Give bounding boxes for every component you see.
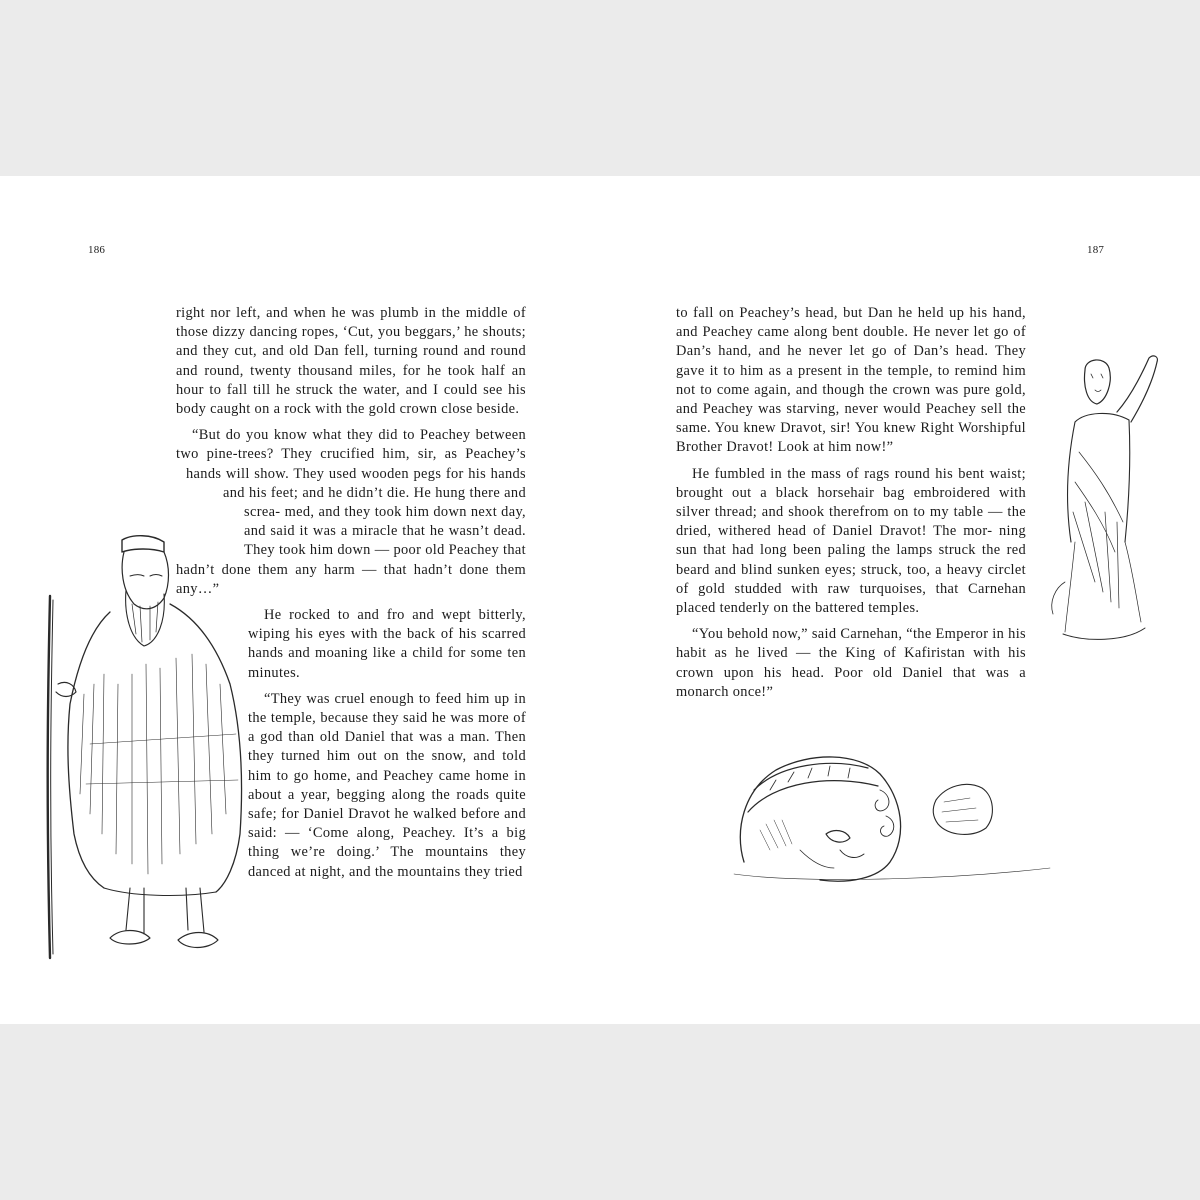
page-number-left: 186 [88,244,106,256]
paragraph: He fumbled in the mass of rags round his bent waist; brought out a black horsehair bag embroidered with silver thread; and shook therefrom on to my table — the dried, withered head of Daniel Dravot! The mor- ning sun that had long been paling the lamps struck the red beard and blind sunken eyes; struck, too, a heavy circlet of gold studded with raw turquoises, that Carnehan placed tenderly on the battered temples. [676,465,1026,617]
peachey-illustration [40,534,250,964]
paragraph: He rocked to and fro and wept bitterly, wiping his eyes with the back of his scarred hands and moaning like a child for some ten minutes. [248,607,526,681]
statue-illustration [1045,352,1180,644]
paragraph: “But do you know what they did to Peachey between two pine-trees? They crucified him, sir, as Peachey’s hands will show. They used wooden pegs for his hands and his feet; and he didn’t die. He hung there and screa- med, and they took him down next day, and said it was a miracle that he wasn’t dead. They took him down — poor old Peachey that hadn’t done them any harm — that hadn’t done them any…” [176,427,526,597]
paragraph: to fall on Peachey’s head, but Dan he held up his hand, and Peachey came along bent double. He never let go of Dan’s hand, and he never let go of Dan’s head. They gave it to him as a present in the temple, to remind him not to come again, and though the crown was pure gold, and Peachey was starving, never would Peachey sell the same. You knew Dravot, sir! You knew Right Worshipful Brother Dravot! Look at him now!” [676,305,1026,456]
paragraph: right nor left, and when he was plumb in the middle of those dizzy dancing ropes, ‘Cut, you beggars,’ he shouts; and they cut, and old Dan fell, turning round and round and round, twenty thousand miles, for he took half an hour to fall till he struck the water, and I could see his body caught on a rock with the gold crown close beside. [176,305,526,418]
paragraph: “You behold now,” said Carnehan, “the Emperor in his habit as he lived — the King of Kafiristan with his crown upon his head. Poor old Daniel that was a monarch once!” [676,626,1026,700]
page-number-right: 187 [1087,244,1105,256]
fallen-head-illustration [730,750,1060,890]
paragraph: “They was cruel enough to feed him up in the temple, because they said he was more of a god than old Daniel that was a man. Then they turned him out on the snow, and told him to go home, and Peachey came home in about a year, begging along the roads quite safe; for Daniel Dravot he walked before and said: — ‘Come along, Peachey. It’s a big thing we’re doing.’ The mountains they danced at night, and the mountains they tried [248,690,526,880]
right-page-text [676,304,1026,709]
